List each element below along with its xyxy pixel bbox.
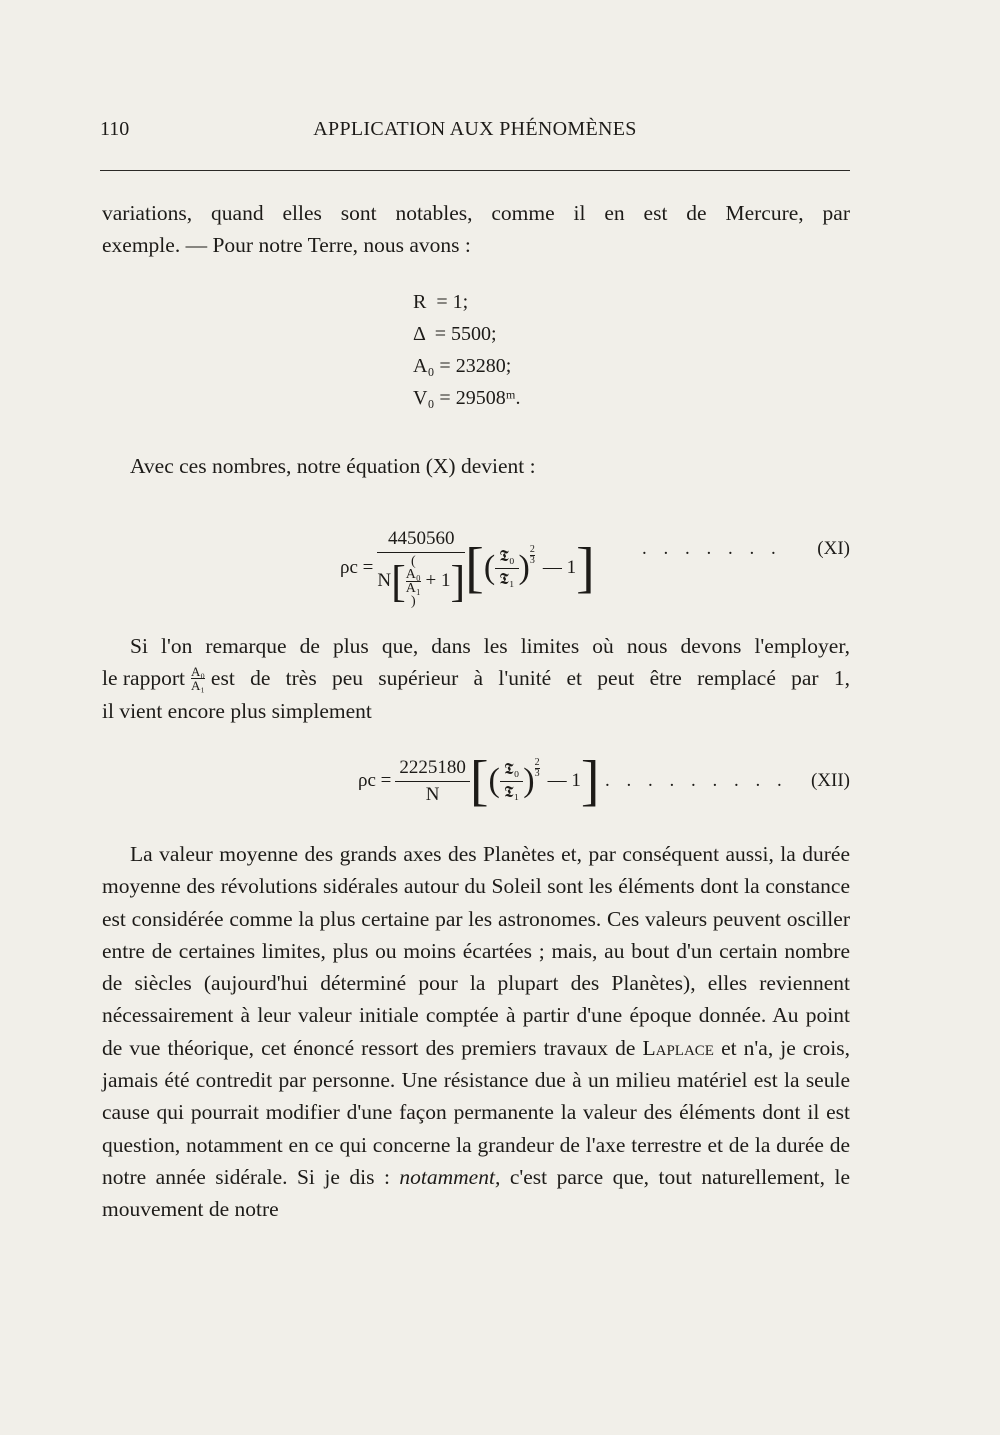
earth-values	[413, 286, 520, 414]
page-number: 110	[100, 118, 130, 140]
value-V0: V₀ = 29508ᵐ.	[413, 387, 521, 409]
value-delta: Δ = 5500;	[413, 323, 497, 345]
period-ratio	[495, 548, 518, 589]
value-R: R = 1;	[413, 291, 469, 313]
denominator-plus: + 1	[425, 569, 451, 591]
close-paren: )	[518, 549, 530, 586]
rapport-rest: est de très peu supérieur à l'unité et peut être remplacé par 1,	[210, 666, 850, 691]
header-rule	[100, 170, 850, 171]
exponent-numerator: 2	[529, 543, 535, 555]
paragraph-line: Avec ces nombres, notre équation (X) devient :	[130, 454, 536, 478]
equation-fraction	[377, 528, 465, 608]
ratio-numerator: A₀	[405, 567, 421, 582]
leader-dots: . . . . . . . . .	[605, 770, 788, 791]
exponent-numerator: 2	[534, 756, 540, 768]
left-bracket-big: [	[469, 750, 489, 812]
running-title: APPLICATION AUX PHÉNOMÈNES	[313, 118, 637, 140]
equation-xi	[340, 508, 850, 609]
ratio-a: ( A₀ A₁ )	[405, 554, 421, 609]
rapport-fraction	[191, 665, 205, 692]
left-bracket: [	[391, 556, 406, 606]
period-t0: 𝕿₀	[495, 548, 518, 569]
paragraph-line: il vient encore plus simplement	[102, 698, 372, 723]
paragraph-line	[102, 662, 850, 694]
exponent	[535, 758, 540, 779]
period-ratio	[500, 761, 523, 802]
open-paren: (	[488, 762, 500, 799]
paragraph-line: variations, quand elles sont notables, comme il en est de Mercure, par	[102, 201, 850, 225]
paragraph-with-numbers	[102, 450, 850, 482]
paragraph-remark	[102, 630, 850, 727]
fraction-denominator: A₁	[190, 677, 205, 693]
equation-lhs: ρc =	[340, 557, 374, 578]
paragraph-main	[102, 838, 850, 1226]
exponent	[530, 545, 535, 566]
text-segment: c'est parce que, tout naturellement, le mouvement de notre	[102, 1164, 851, 1222]
right-bracket-big: ]	[580, 750, 600, 812]
period-t1: 𝕿₁	[503, 783, 520, 801]
paragraph-line: exemple. — Pour notre Terre, nous avons :	[102, 233, 471, 258]
equation-numerator: 2225180	[395, 757, 470, 782]
italic-word: notamment,	[399, 1164, 501, 1189]
equation-denominator	[377, 553, 465, 608]
exponent-denominator: 3	[529, 554, 535, 566]
ratio-denominator: A₁	[405, 581, 421, 596]
equation-fraction	[395, 757, 470, 806]
equation-numerator: 4450560	[377, 528, 465, 553]
running-header	[100, 118, 850, 148]
period-t0: 𝕿₀	[500, 761, 523, 782]
value-A0: A₀ = 23280;	[413, 355, 512, 377]
left-bracket-big: [	[465, 537, 484, 599]
right-bracket-big: ]	[576, 537, 595, 599]
equation-label: (XII)	[810, 770, 850, 791]
equation-denominator: N	[425, 783, 440, 805]
equation-lhs: ρc =	[358, 770, 392, 791]
minus-one: — 1	[542, 557, 577, 578]
text-segment: La valeur moyenne des grands axes des Planètes et, par conséquent aussi, la durée moyenne des révolutions sidérales autour du Soleil sont les éléments dont la constance est considérée comme la plus certaine par les astronomes. Ces valeurs peuvent osciller entre de certaines limites, plus ou moins écartées ; mais, au bout d'un certain nombre de siècles (aujourd'hui déterminé pour la plupart des Planètes), elles reviennent nécessairement à leur valeur initiale comptée à partir d'une époque donnée. Au point de vue théorique, cet énoncé ressort des premiers travaux de	[102, 842, 850, 1060]
right-bracket: ]	[450, 556, 466, 606]
close-paren: )	[523, 762, 535, 799]
period-t1: 𝕿₁	[499, 570, 515, 588]
paragraph-body	[102, 838, 850, 1226]
fraction-numerator: A₀	[190, 663, 205, 679]
open-paren: (	[483, 549, 496, 586]
paragraph-intro	[102, 197, 850, 262]
rapport-text: le rapport	[102, 666, 185, 691]
paragraph-line: Si l'on remarque de plus que, dans les limites où nous devons l'employer,	[130, 634, 850, 658]
equation-label: (XI)	[817, 538, 850, 559]
exponent-denominator: 3	[534, 767, 540, 779]
minus-one: — 1	[547, 770, 581, 791]
text-segment: et n'a, je crois, jamais été contredit par personne. Une résistance due à un milieu matériel est la seule cause qui pourrait modifier d'une façon permanente la valeur des éléments dont il est question, notamment en ce qui concerne la grandeur de l'axe terrestre et de la durée de notre année sidérale. Si je dis :	[102, 1035, 851, 1189]
leader-dots: . . . . . . .	[642, 538, 782, 559]
denominator-n: N	[377, 569, 392, 591]
equation-xii	[340, 745, 850, 815]
author-name: Laplace	[642, 1035, 714, 1060]
